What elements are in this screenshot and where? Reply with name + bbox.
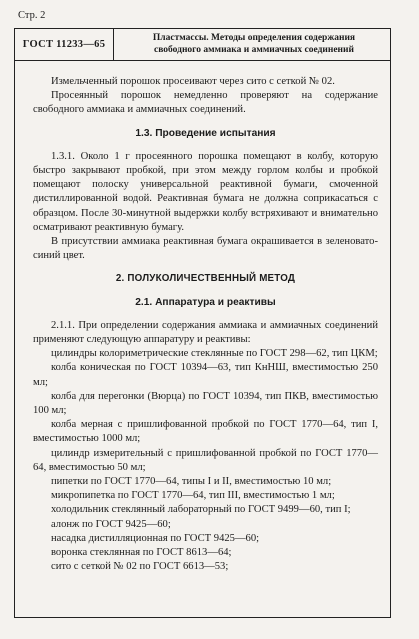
equipment-item: колба мерная с пришлифованной пробкой по ГОСТ 1770—64, тип I, вместимостью 1000 мл; (33, 419, 378, 445)
paragraph-sieving: Измельченный порошок просеивают через сито с сеткой № 02. (51, 76, 335, 87)
equipment-item: цилиндр измерительный с пришлифованной пробкой по ГОСТ 1770—64, вместимостью 50 мл; (33, 447, 378, 473)
equipment-item: воронка стеклянная по ГОСТ 8613—64; (51, 547, 232, 559)
equipment-item: колба для перегонки (Вюрца) по ГОСТ 10394, тип ПКВ, вместимостью 100 мл; (33, 390, 378, 417)
equipment-item: сито с сеткой № 02 по ГОСТ 6613—53; (51, 561, 229, 573)
paragraph-checking: Просеянный порошок немедленно проверяют на содержание свободного аммиака и аммиачных соединений. (33, 90, 378, 116)
document-title (114, 29, 390, 60)
equipment-item: пипетки по ГОСТ 1770—64, типы I и II, вместимостью 10 мл; (51, 476, 332, 488)
equipment-item: алонж по ГОСТ 9425—60; (51, 518, 171, 530)
heading-section-2: 2. ПОЛУКОЛИЧЕСТВЕННЫЙ МЕТОД (115, 273, 296, 285)
equipment-item: цилиндры колориметрические стеклянные по ГОСТ 298—62, тип ЦКМ; (51, 348, 378, 360)
standard-number: ГОСТ 11233—65 (15, 29, 114, 60)
heading-1-3: 1.3. Проведение испытания (135, 127, 276, 139)
equipment-item: насадка дистилляционная по ГОСТ 9425—60; (51, 532, 260, 544)
document-title-line-1: Пластмассы. Методы определения содержания (152, 33, 356, 43)
document-header (15, 29, 390, 61)
heading-2-1: 2.1. Аппаратура и реактивы (135, 296, 276, 308)
paragraph-ammonia-color: В присутствии аммиака реактивная бумага окрашивается в зеленовато-синий цвет. (33, 236, 378, 262)
page-number: Стр. 2 (18, 10, 46, 21)
equipment-item: колба коническая по ГОСТ 10394—63, тип КнНШ, вместимостью 250 мл; (33, 362, 378, 388)
document-frame (14, 28, 391, 618)
equipment-item: холодильник стеклянный лабораторный по ГОСТ 9499—60, тип I; (51, 504, 351, 516)
document-title-line-2: свободного аммиака и аммиачных соединений (154, 45, 354, 55)
document-body (15, 61, 390, 575)
paragraph-1-3-1: 1.3.1. Около 1 г просеянного порошка помещают в колбу, которую быстро закрывают пробкой, при этом между горлом колбы и пробкой помещают полоску универсальной реактивной бумаги, смоченной дистиллированной водой. Реактивная бумага не должна соприкасаться с образцом. После 30-минутной выдержки колбу встряхивают и внимательно осматривают реактивную бумагу. (33, 150, 378, 233)
paragraph-2-1-1: 2.1.1. При определении содержания аммиака и аммиачных соединений применяют следующую аппаратуру и реактивы: (33, 319, 378, 346)
equipment-item: микропипетка по ГОСТ 1770—64, тип III, вместимостью 1 мл; (51, 490, 335, 502)
equipment-list (33, 347, 378, 574)
